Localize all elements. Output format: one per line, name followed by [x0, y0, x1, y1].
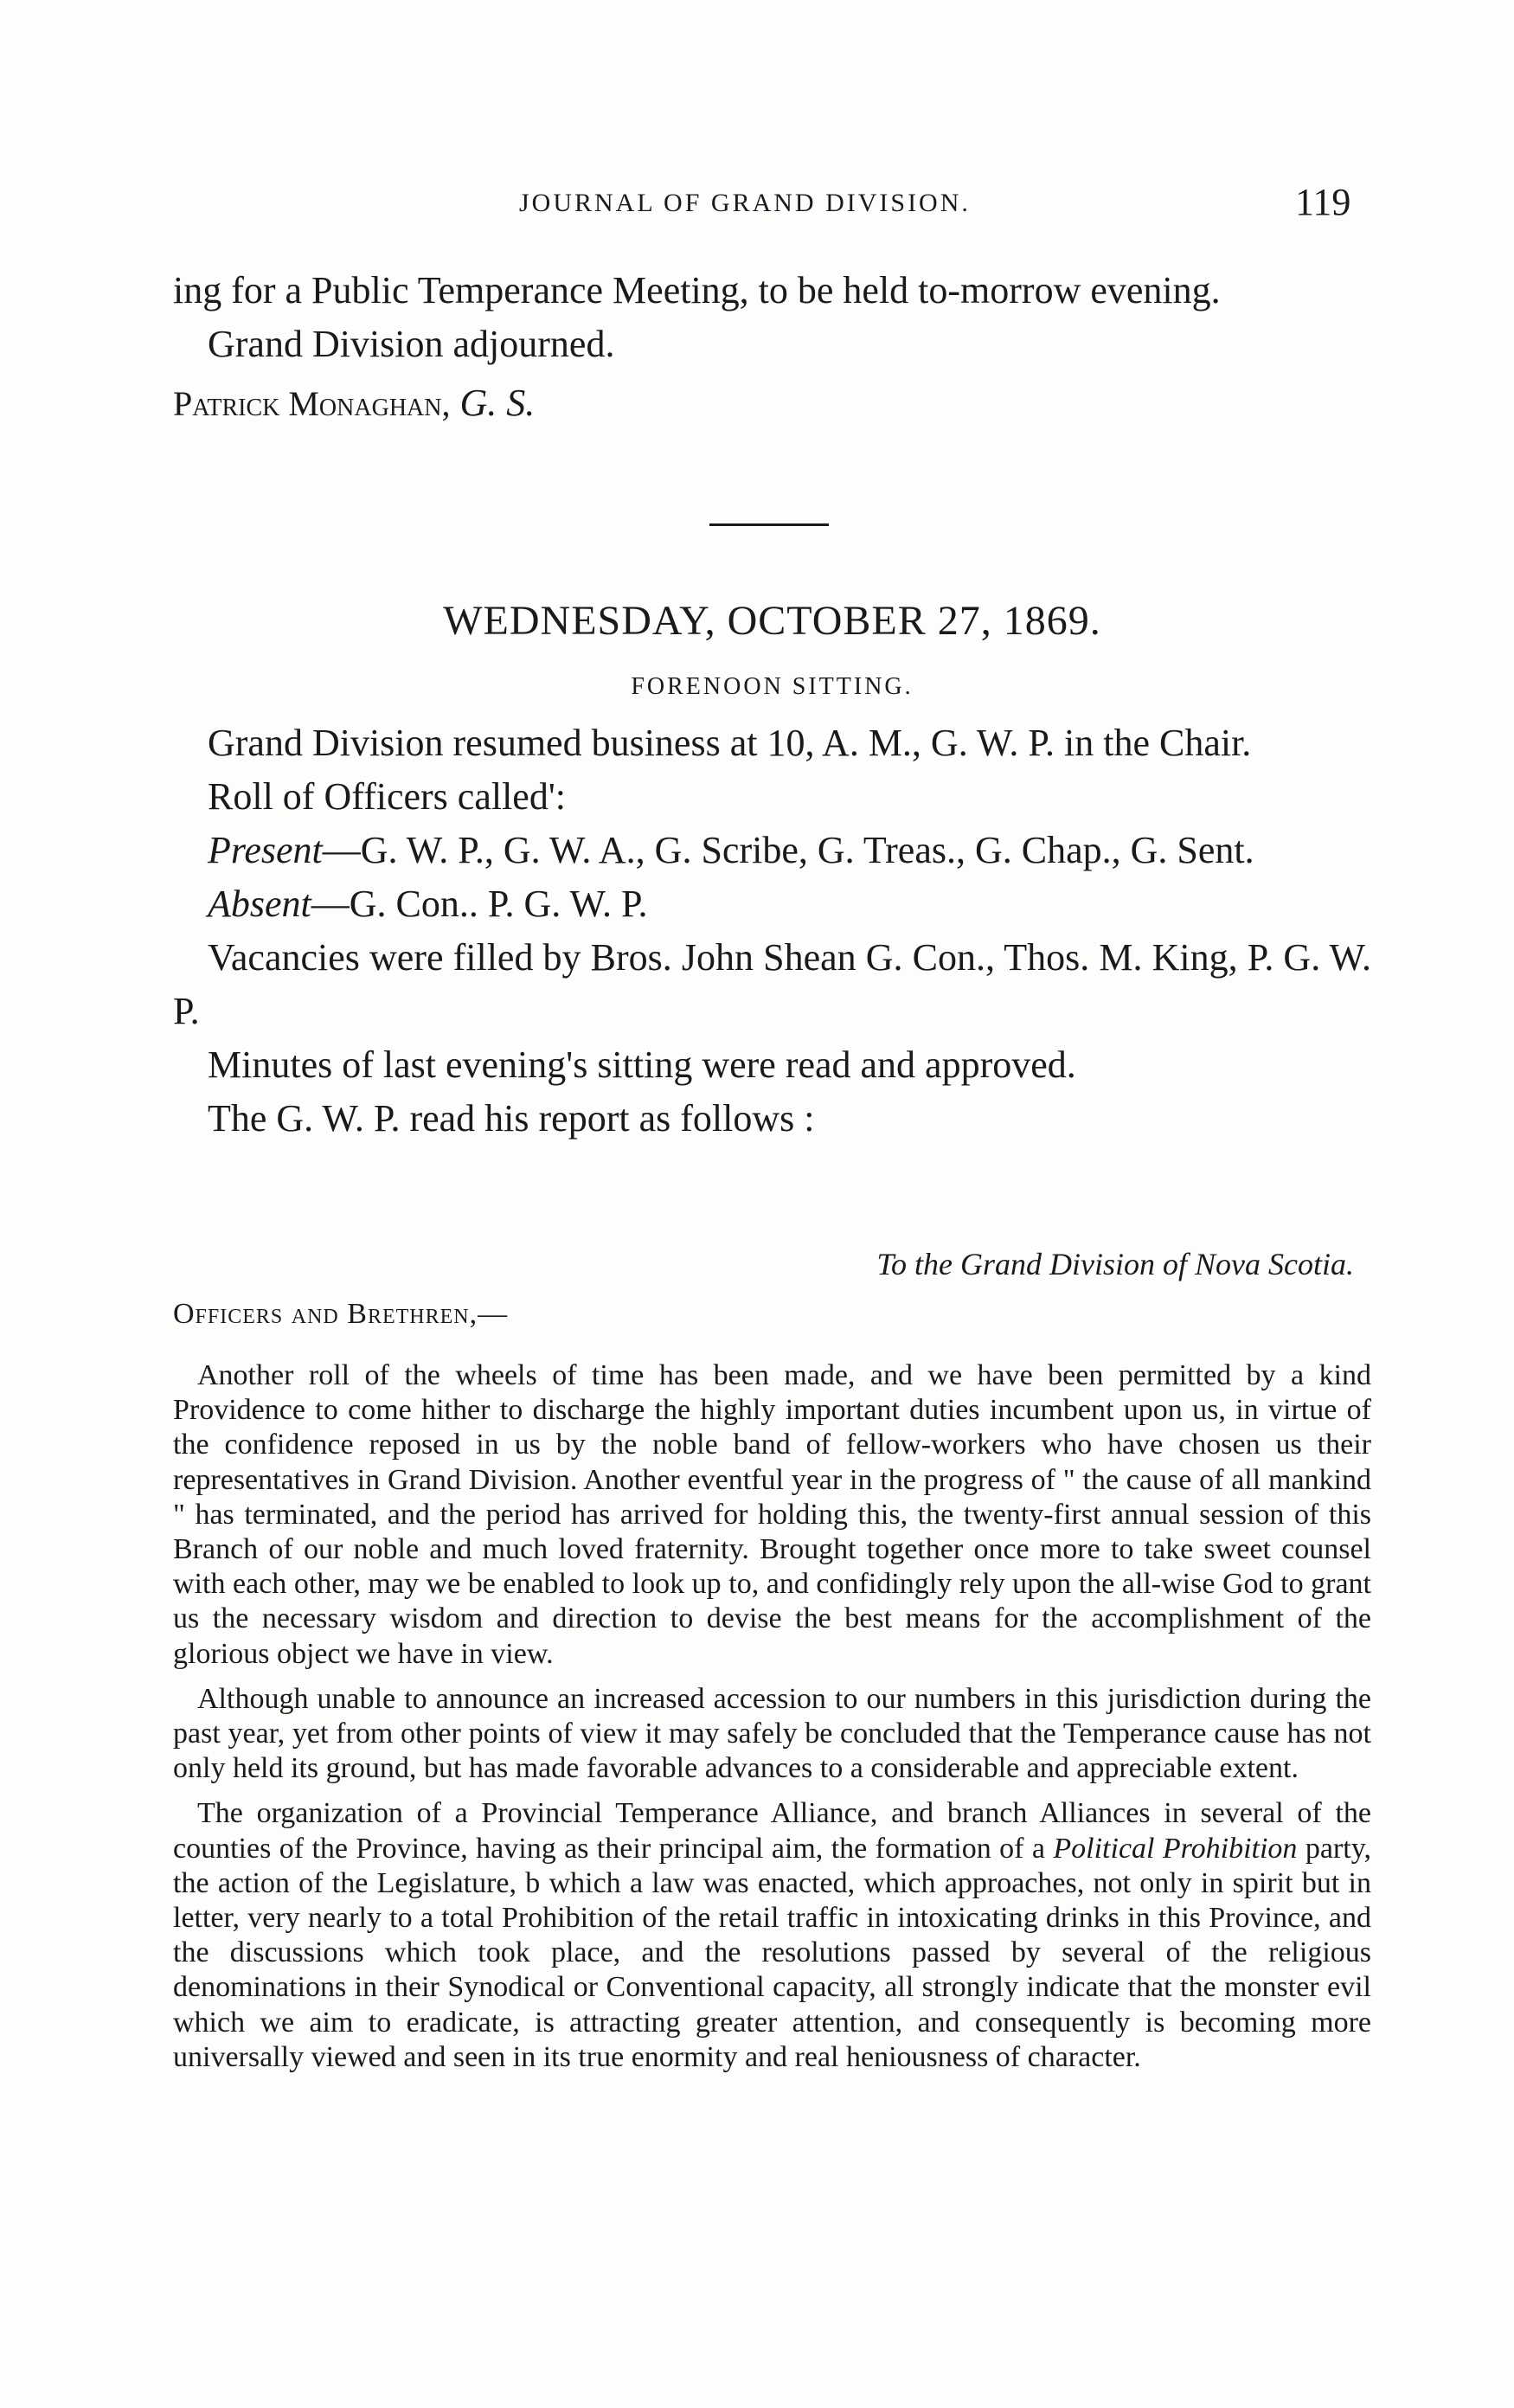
continuation-paragraph: ing for a Public Temperance Meeting, to be held to-morrow evening.: [173, 269, 1221, 311]
previous-sitting-close: [173, 264, 1371, 431]
absent-paragraph: [173, 877, 1371, 931]
signature-title: G. S.: [459, 382, 536, 424]
salutation-text: Officers and Brethren,—: [173, 1298, 509, 1330]
report-paragraph-3-start: The organization of a Provincial Temperance Alliance, and branch Alliances in several of the counties of the Province, having as their principal aim, the formation of a: [173, 1797, 1371, 1865]
session-minutes: [173, 716, 1371, 1146]
report-intro-line: The G. W. P. read his report as follows :: [208, 1097, 815, 1140]
page-number: 119: [1295, 181, 1351, 223]
report-paragraph-2: Although unable to announce an increased accession to our numbers in this jurisdiction during the past year, yet from other points of view it may safely be concluded that the Temperance cause has not only held its ground, but has made favorable advances to a considerable and appreciable extent.: [173, 1682, 1371, 1785]
report-salutation: [173, 1298, 508, 1331]
report-paragraph-3: [173, 1796, 1371, 2075]
adjourned-line: Grand Division adjourned.: [208, 323, 615, 365]
date-heading: WEDNESDAY, OCTOBER 27, 1869.: [443, 598, 1101, 644]
report-body: [173, 1358, 1371, 2085]
section-divider: [709, 523, 829, 526]
absent-label: Absent: [208, 883, 311, 925]
report-paragraph-3-end: party, the action of the Legislature, b which a law was enacted, which approaches, not only in spirit but in letter, very nearly to a total Prohibition of the retail traffic in intoxicating drinks in this Province, and the discussions which took place, and the resolutions passed by several of the religious denominations in their Synodical or Conventional capacity, all strongly indicate that the monster evil which we aim to eradicate, is attracting greater attention, and consequently is becoming more universally viewed and seen in its true enormity and real heniousness of character.: [173, 1832, 1371, 2073]
present-list: —G. W. P., G. W. A., G. Scribe, G. Treas., G. Chap., G. Sent.: [322, 829, 1254, 871]
resumed-paragraph: Grand Division resumed business at 10, A. M., G. W. P. in the Chair.: [208, 722, 1252, 764]
signature-name: Patrick Monaghan,: [173, 384, 451, 423]
sitting-heading: FORENOON SITTING.: [631, 673, 914, 700]
report-paragraph-1: Another roll of the wheels of time has been made, and we have been permitted by a kind Providence to come hither to discharge the highly important duties incumbent upon us, in virtue of the confidence reposed in us by the noble band of fellow-workers who have chosen us their representatives in Grand Division. Another eventful year in the progress of " the cause of all mankind " has terminated, and the period has arrived for holding this, the twenty-first annual session of this Branch of our noble and much loved fraternity. Brought together once more to take sweet counsel with each other, may we be enabled to look up to, and confidingly rely upon the all-wise God to grant us the necessary wisdom and direction to devise the best means for the accomplishment of the glorious object we have in view.: [173, 1359, 1371, 1670]
signature: [173, 376, 1371, 431]
present-label: Present: [208, 829, 323, 871]
absent-list: —G. Con.. P. G. W. P.: [311, 883, 648, 925]
running-head: JOURNAL OF GRAND DIVISION.: [519, 189, 971, 217]
report-address: To the Grand Division of Nova Scotia.: [876, 1247, 1354, 1281]
vacancies-paragraph: Vacancies were filled by Bros. John Shean G. Con., Thos. M. King, P. G. W. P.: [173, 936, 1371, 1032]
minutes-line: Minutes of last evening's sitting were read and approved.: [208, 1043, 1076, 1086]
present-paragraph: [173, 824, 1371, 877]
political-prohibition-term: Political Prohibition: [1053, 1832, 1298, 1865]
roll-call-line: Roll of Officers called':: [208, 775, 566, 818]
